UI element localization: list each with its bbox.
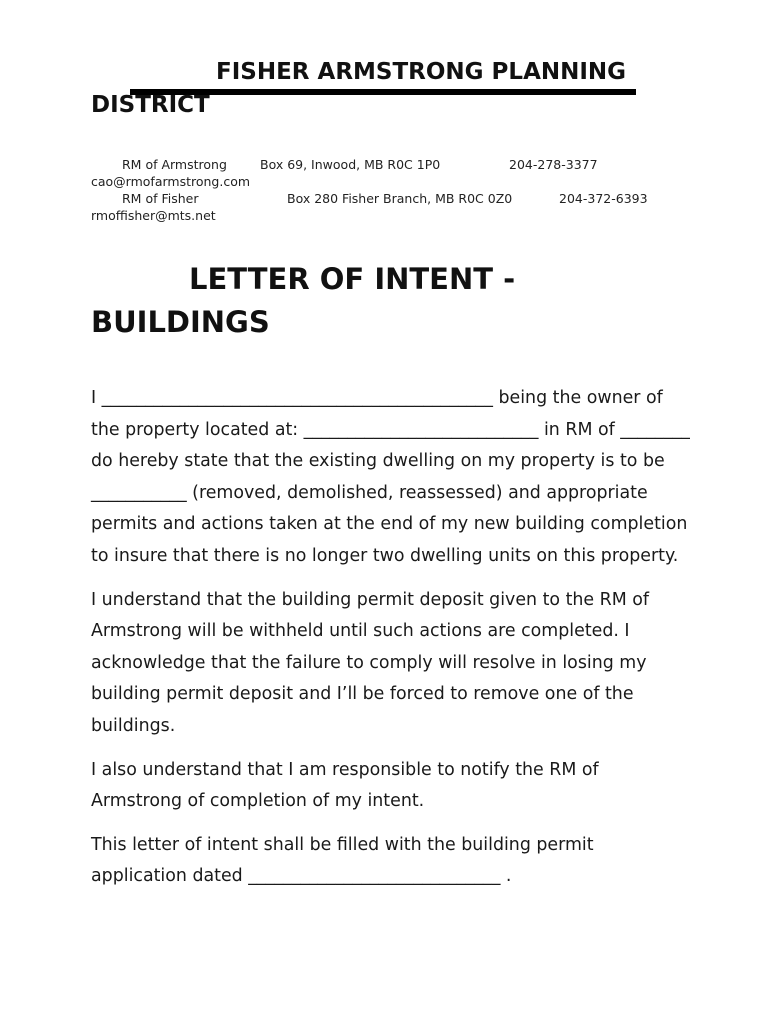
contact-address: Box 69, Inwood, MB R0C 1P0 bbox=[260, 157, 441, 172]
contact-email-row bbox=[91, 207, 731, 224]
contact-email: rmoffisher@mts.net bbox=[91, 208, 216, 223]
paragraph-deposit-terms: I understand that the building permit deposit given to the RM of Armstrong will be withheld until such actions are completed. I acknowledge that the failure to comply will resolve in losing my building permit deposit and I’ll be forced to remove one of the buildings. bbox=[91, 589, 650, 736]
contact-block bbox=[91, 156, 731, 224]
contact-address: Box 280 Fisher Branch, MB R0C 0Z0 bbox=[287, 191, 513, 206]
contact-row-fisher bbox=[91, 190, 731, 207]
contact-phone: 204-372-6393 bbox=[559, 191, 648, 206]
letter-title: LETTER OF INTENT - BUILDINGS bbox=[91, 262, 516, 339]
contact-phone: 204-278-3377 bbox=[509, 157, 598, 172]
contact-row-armstrong bbox=[91, 156, 731, 173]
contact-email: cao@rmofarmstrong.com bbox=[91, 174, 251, 189]
contact-email-row bbox=[91, 173, 731, 190]
paragraph-notification: I also understand that I am responsible to notify the RM of Armstrong of completion of my intent. bbox=[91, 759, 599, 812]
district-title: FISHER ARMSTRONG PLANNING DISTRICT bbox=[91, 59, 627, 118]
letter-body bbox=[91, 383, 691, 905]
contact-name: RM of Armstrong bbox=[122, 157, 227, 172]
paragraph-ownership-statement: I _____________________________________________ being the owner of the property located at: ___________________________ in RM of ________ do hereby state that the existing dwelling on my property is to be ___________ (removed, demolished, reassessed) and appropriate permits and actions taken at the end of my new building completion to insure that there is no longer two dwelling units on this property. bbox=[91, 388, 690, 566]
paragraph-application-date: This letter of intent shall be filled with the building permit application dated _____________________________ . bbox=[91, 834, 594, 887]
contact-name: RM of Fisher bbox=[122, 191, 199, 206]
